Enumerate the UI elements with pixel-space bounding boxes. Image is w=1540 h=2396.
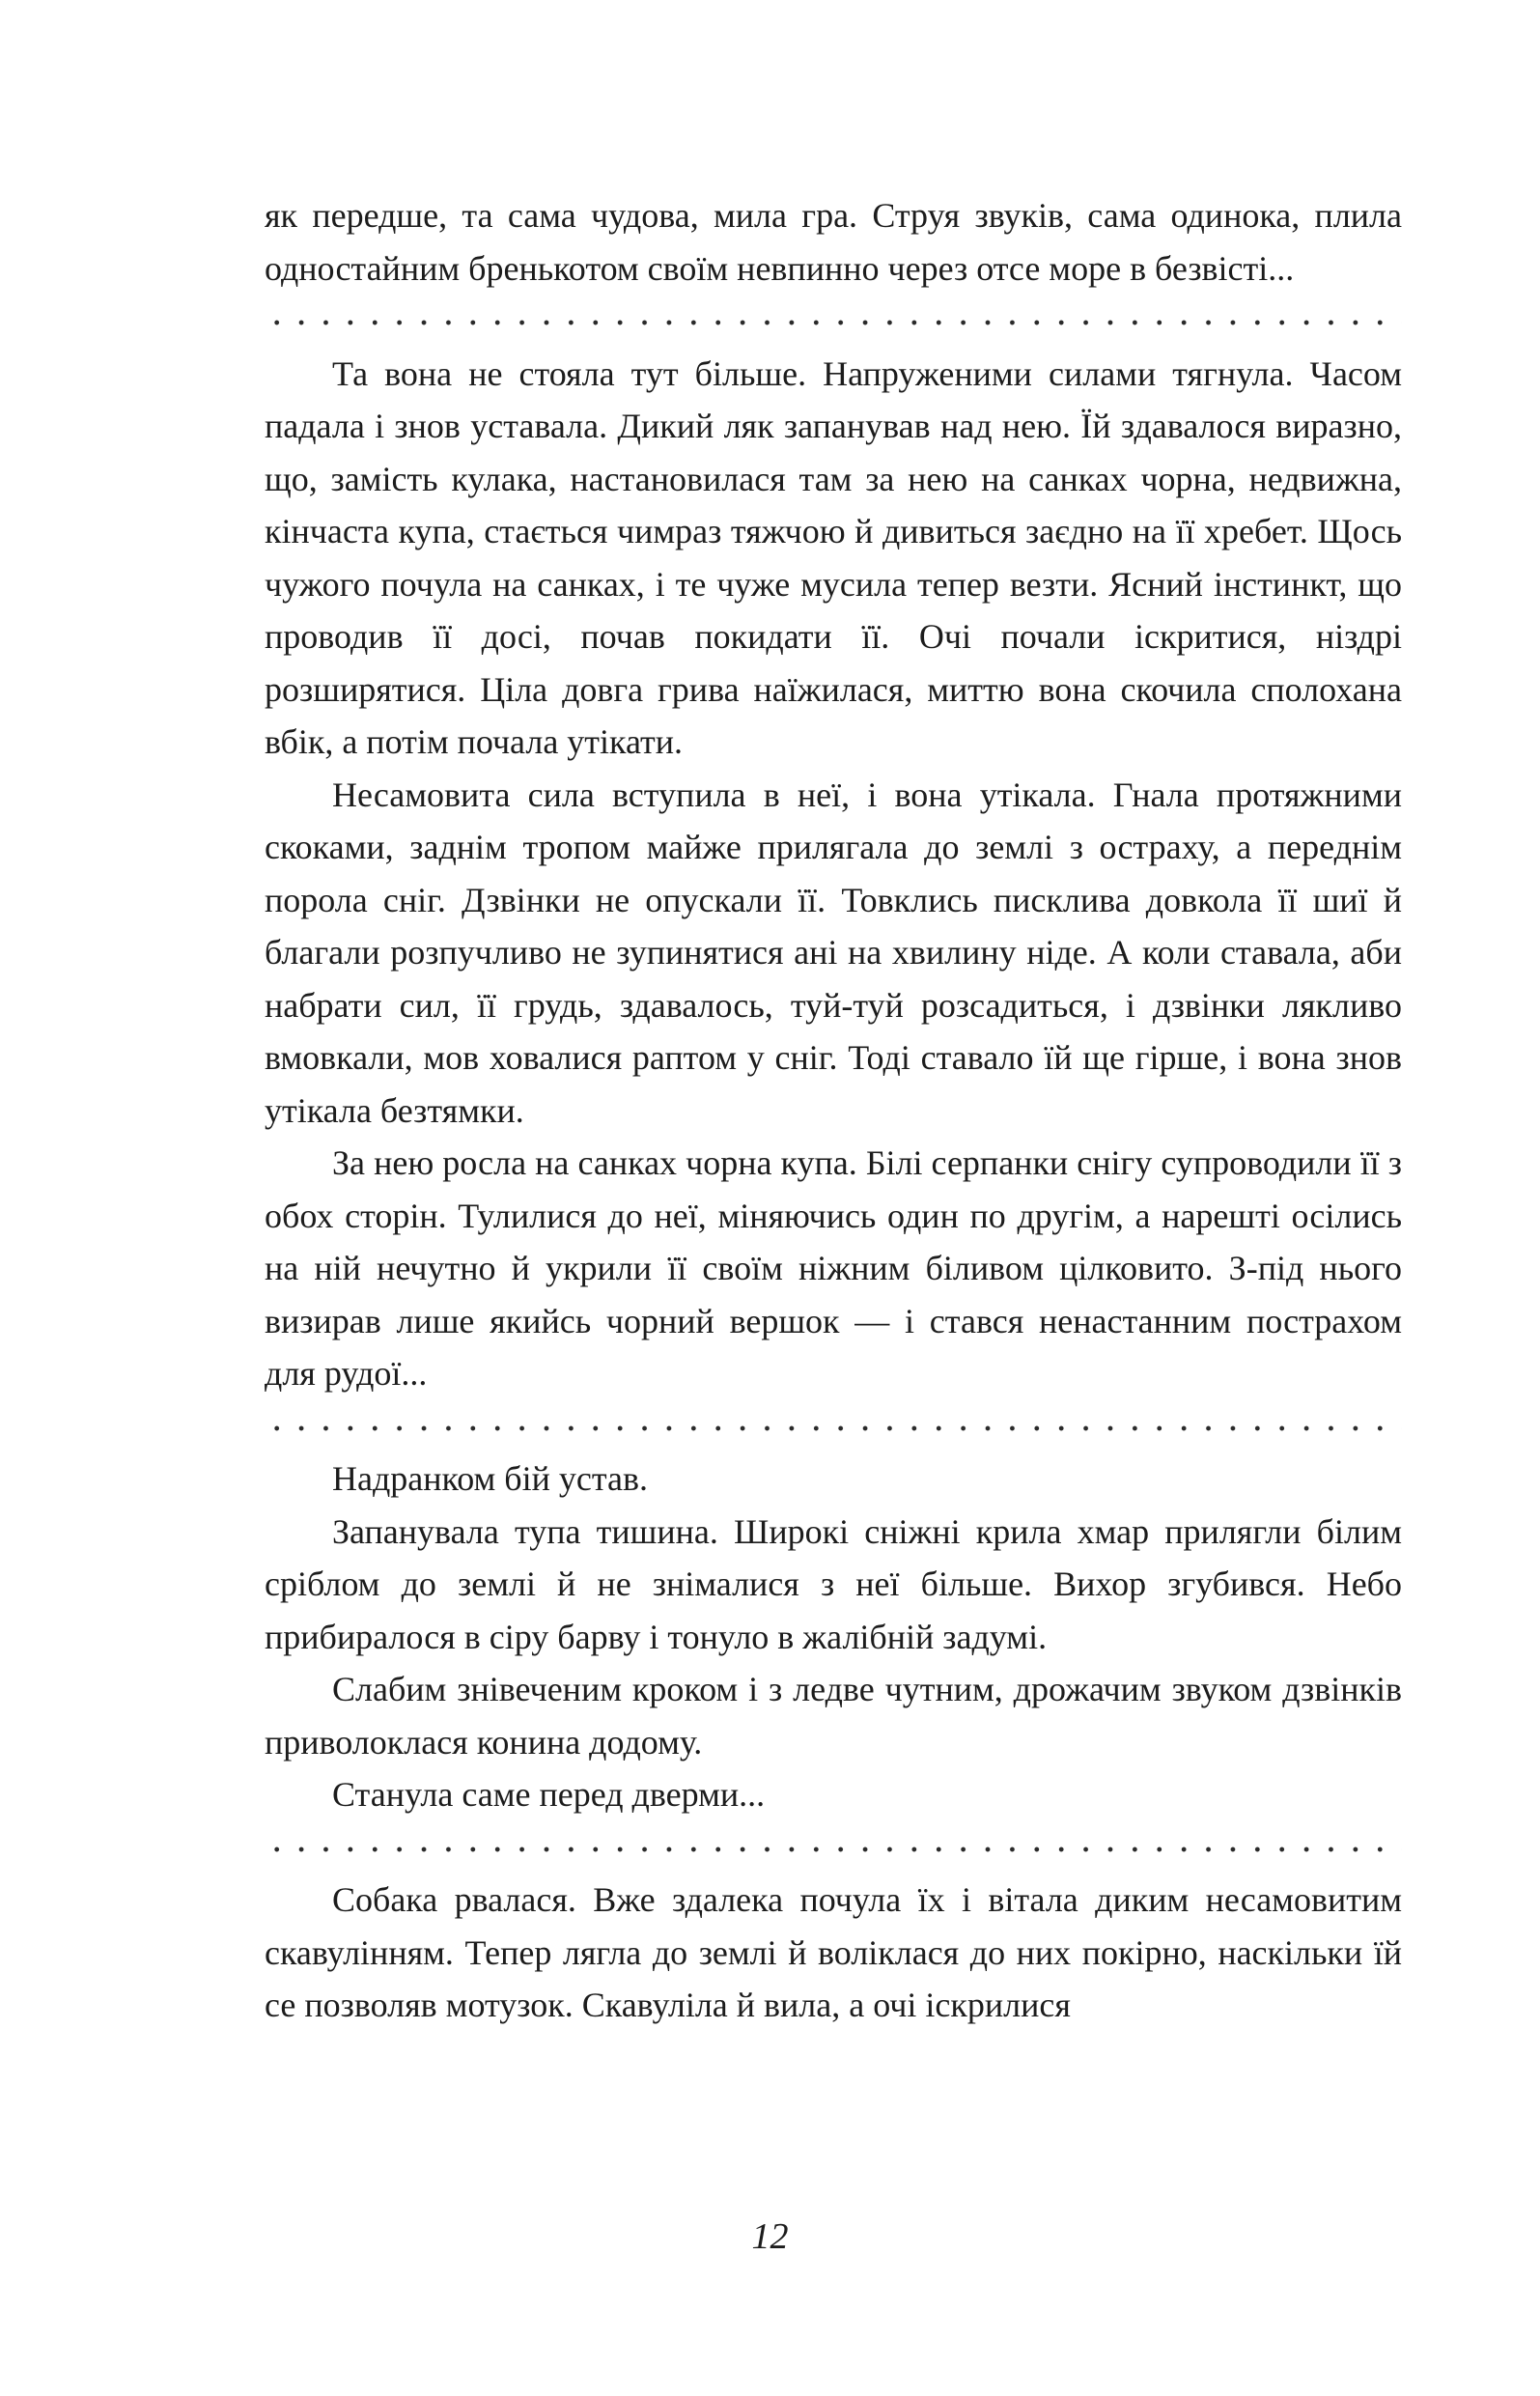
paragraph: За нею росла на санках чорна купа. Білі серпанки снігу супроводили її з обох сторін. Тулилися до неї, міняючись один по другім, а нарешті осілись на ній нечутно й укрили її своїм ніжним біливом цілковито. З-під нього визирав лише якийсь чорний вершок — і стався ненастанним пострахом для рудої...: [265, 1143, 1402, 1393]
dotted-line: [265, 1846, 1402, 1852]
section-separator: [265, 1821, 1402, 1875]
section-separator: [265, 295, 1402, 348]
paragraph: Та вона не стояла тут більше. Напруженими силами тягнула. Часом падала і знов уставала. Дикий ляк запанував над нею. Їй здавалося виразно, що, замість кулака, настановилася там за нею на санках чорна, недвижна, кінчаста купа, стається чимраз тяжчою й дивиться заєдно на її хребет. Щось чужого почула на санках, і те чуже мусила тепер везти. Ясний інстинкт, що проводив її досі, почав покидати її. Очі почали іскритися, ніздрі розширятися. Ціла довга грива наїжилася, миттю вона скочила сполохана вбік, а потім почала утікати.: [265, 353, 1402, 761]
section-separator: [265, 1400, 1402, 1453]
page-number: 12: [751, 2216, 789, 2257]
dotted-line: [265, 320, 1402, 325]
page-body: [265, 189, 1402, 2032]
paragraph: Собака рвалася. Вже здалека почула їх і вітала диким несамовитим скавулінням. Тепер лягла до землі й воліклася до них покірно, наскільки їй се позволяв мотузок. Скавуліла й вила, а очі іскрилися: [265, 1880, 1402, 2024]
paragraph: Станула саме перед дверми...: [332, 1775, 766, 1814]
paragraph: Несамовита сила вступила в неї, і вона утікала. Гнала протяжними скоками, заднім тропом майже прилягала до землі з остраху, а переднім порола сніг. Дзвінки не опускали її. Товклись писклива довкола її шиї й благали розпучливо не зупинятися ані на хвилину ніде. А коли ставала, аби набрати сил, її грудь, здавалось, туй-туй розсадиться, і дзвінки лякливо вмовкали, мов ховалися раптом у сніг. Тоді ставало їй ще гірше, і вона знов утікала безтямки.: [265, 775, 1402, 1130]
paragraph: Запанувала тупа тишина. Широкі сніжні крила хмар прилягли білим сріблом до землі й не знімалися з неї більше. Вихор згубився. Небо прибиралося в сіру барву і тонуло в жалібній задумі.: [265, 1511, 1402, 1656]
paragraph: Надранком бій устав.: [332, 1459, 649, 1498]
paragraph-continuation: як передше, та сама чудова, мила гра. Струя звуків, сама одинока, плила одностайним бренькотом своїм невпинно через отсе море в безвісті...: [265, 196, 1402, 288]
paragraph: Слабим знівеченим кроком і з ледве чутним, дрожачим звуком дзвінків приволоклася конина додому.: [265, 1670, 1402, 1762]
dotted-line: [265, 1425, 1402, 1431]
